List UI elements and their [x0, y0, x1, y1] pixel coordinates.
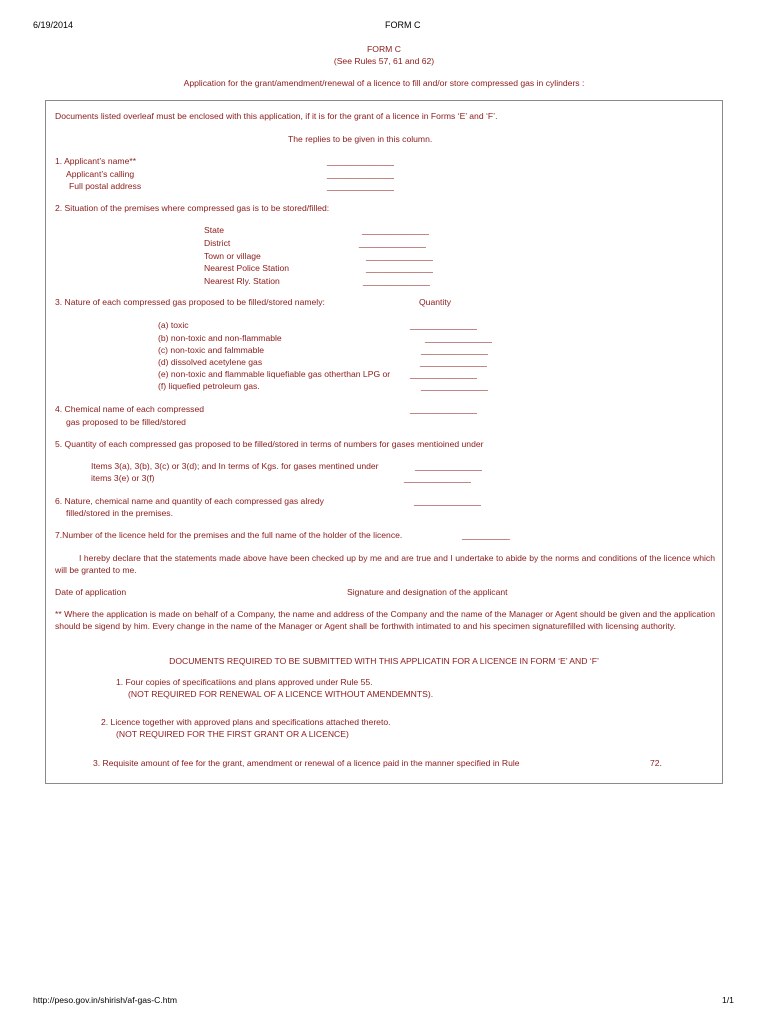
q4-chemical-name-label: 4. Chemical name of each compressed: [55, 404, 205, 414]
date-of-application-label: Date of application: [55, 587, 127, 597]
q2-police-blank: ______________: [366, 263, 433, 273]
q2-premises-label: 2. Situation of the premises where compressed gas is to be stored/filled:: [55, 203, 330, 213]
q6-blank: ______________: [414, 496, 481, 506]
q3-c-blank: ______________: [421, 345, 488, 355]
q3-item-b: (b) non-toxic and non-flammable: [158, 333, 282, 343]
enclosure-note: Documents listed overleaf must be enclosed with this application, if it is for the grant of a licence in Forms ‘E’ and ‘F’.: [55, 111, 498, 121]
q1-name-blank: ______________: [327, 156, 394, 166]
q3-item-e: (e) non-toxic and flammable liquefiable gas otherthan LPG or: [158, 369, 391, 379]
q2-district-label: District: [204, 238, 231, 248]
doc1-text: 1. Four copies of specificatiions and plans approved under Rule 55.: [116, 677, 373, 687]
q7-blank: __________: [462, 530, 510, 540]
q1-applicant-name-label: 1. Applicant’s name**: [55, 156, 137, 166]
q7-licence-label: 7.Number of the licence held for the premises and the full name of the holder of the licence.: [55, 530, 403, 540]
page-number: 1/1: [722, 995, 734, 1005]
q5-items-line-2: items 3(e) or 3(f): [91, 473, 155, 483]
q3-item-c: (c) non-toxic and falmmable: [158, 345, 265, 355]
q3-e-blank: ______________: [410, 369, 477, 379]
doc3-text: 3. Requisite amount of fee for the grant, amendment or renewal of a licence paid in the manner specified in Rule: [93, 758, 520, 768]
source-url[interactable]: http://peso.gov.in/shirish/af-gas-C.htm: [33, 995, 178, 1005]
doc1-note: (NOT REQUIRED FOR RENEWAL OF A LICENCE WITHOUT AMENDEMNTS).: [128, 689, 434, 699]
form-purpose: Application for the grant/amendment/renewal of a licence to fill and/or store compressed gas in cylinders :: [183, 78, 585, 88]
signature-label: Signature and designation of the applicant: [347, 587, 508, 597]
q2-state-blank: ______________: [362, 225, 429, 235]
print-title: FORM C: [385, 20, 421, 30]
form-name: FORM C: [367, 44, 401, 54]
q3-b-blank: ______________: [425, 333, 492, 343]
q4-chemical-name-label-cont: gas proposed to be filled/stored: [66, 417, 186, 427]
doc2-text: 2. Licence together with approved plans and specifications attached thereto.: [101, 717, 391, 727]
q5-quantity-label: 5. Quantity of each compressed gas proposed to be filled/stored in terms of numbers for gases mentioined under: [55, 439, 484, 449]
documents-heading: DOCUMENTS REQUIRED TO BE SUBMITTED WITH THIS APPLICATIN FOR A LICENCE IN FORM ‘E’ AND ‘F’: [169, 656, 599, 666]
q5-blank-2: ______________: [404, 473, 471, 483]
q3-item-d: (d) dissolved acetylene gas: [158, 357, 263, 367]
q2-rly-blank: ______________: [363, 276, 430, 286]
q1-postal-label: Full postal address: [69, 181, 142, 191]
print-date: 6/19/2014: [33, 20, 74, 30]
q2-district-blank: ______________: [359, 238, 426, 248]
q1-postal-blank: ______________: [327, 181, 394, 191]
q3-f-blank: ______________: [421, 381, 488, 391]
q6-nature-label-cont: filled/stored in the premises.: [66, 508, 173, 518]
q3-item-a: (a) toxic: [158, 320, 189, 330]
q5-blank-1: ______________: [415, 461, 482, 471]
q4-blank: ______________: [410, 404, 477, 414]
q2-town-label: Town or village: [204, 251, 261, 261]
q5-items-line: Items 3(a), 3(b), 3(c) or 3(d); and In terms of Kgs. for gases mentined under: [91, 461, 379, 471]
q3-nature-label: 3. Nature of each compressed gas proposed to be filled/stored namely:: [55, 297, 325, 307]
replies-column-note: The replies to be given in this column.: [288, 134, 433, 144]
doc3-rule-number: 72.: [650, 758, 662, 768]
q1-calling-blank: ______________: [327, 169, 394, 179]
q3-item-f: (f) liquefied petroleum gas.: [158, 381, 260, 391]
q2-state-label: State: [204, 225, 225, 235]
q1-calling-label: Applicant’s calling: [66, 169, 135, 179]
q3-d-blank: ______________: [420, 357, 487, 367]
q2-town-blank: ______________: [366, 251, 433, 261]
doc2-note: (NOT REQUIRED FOR THE FIRST GRANT OR A LICENCE): [116, 729, 349, 739]
company-footnote: ** Where the application is made on behalf of a Company, the name and address of the Company and the name of the Manager or Agent should be given and the application should be sigend by him. Every change in the name of the Manager or Agent shall be forthwith intimated to and his specimen signaturefilled with licensing authority.: [55, 609, 715, 631]
q3-quantity-heading: Quantity: [419, 297, 452, 307]
rules-reference: (See Rules 57, 61 and 62): [333, 56, 435, 66]
q2-police-label: Nearest Police Station: [204, 263, 290, 273]
declaration-text: I hereby declare that the statements made above have been checked up by me and are true and I undertake to abide by the norms and conditions of the licence which will be granted to me.: [55, 553, 715, 575]
q6-nature-label: 6. Nature, chemical name and quantity of each compressed gas alredy: [55, 496, 324, 506]
q3-a-blank: ______________: [410, 320, 477, 330]
q2-rly-label: Nearest Rly. Station: [204, 276, 280, 286]
